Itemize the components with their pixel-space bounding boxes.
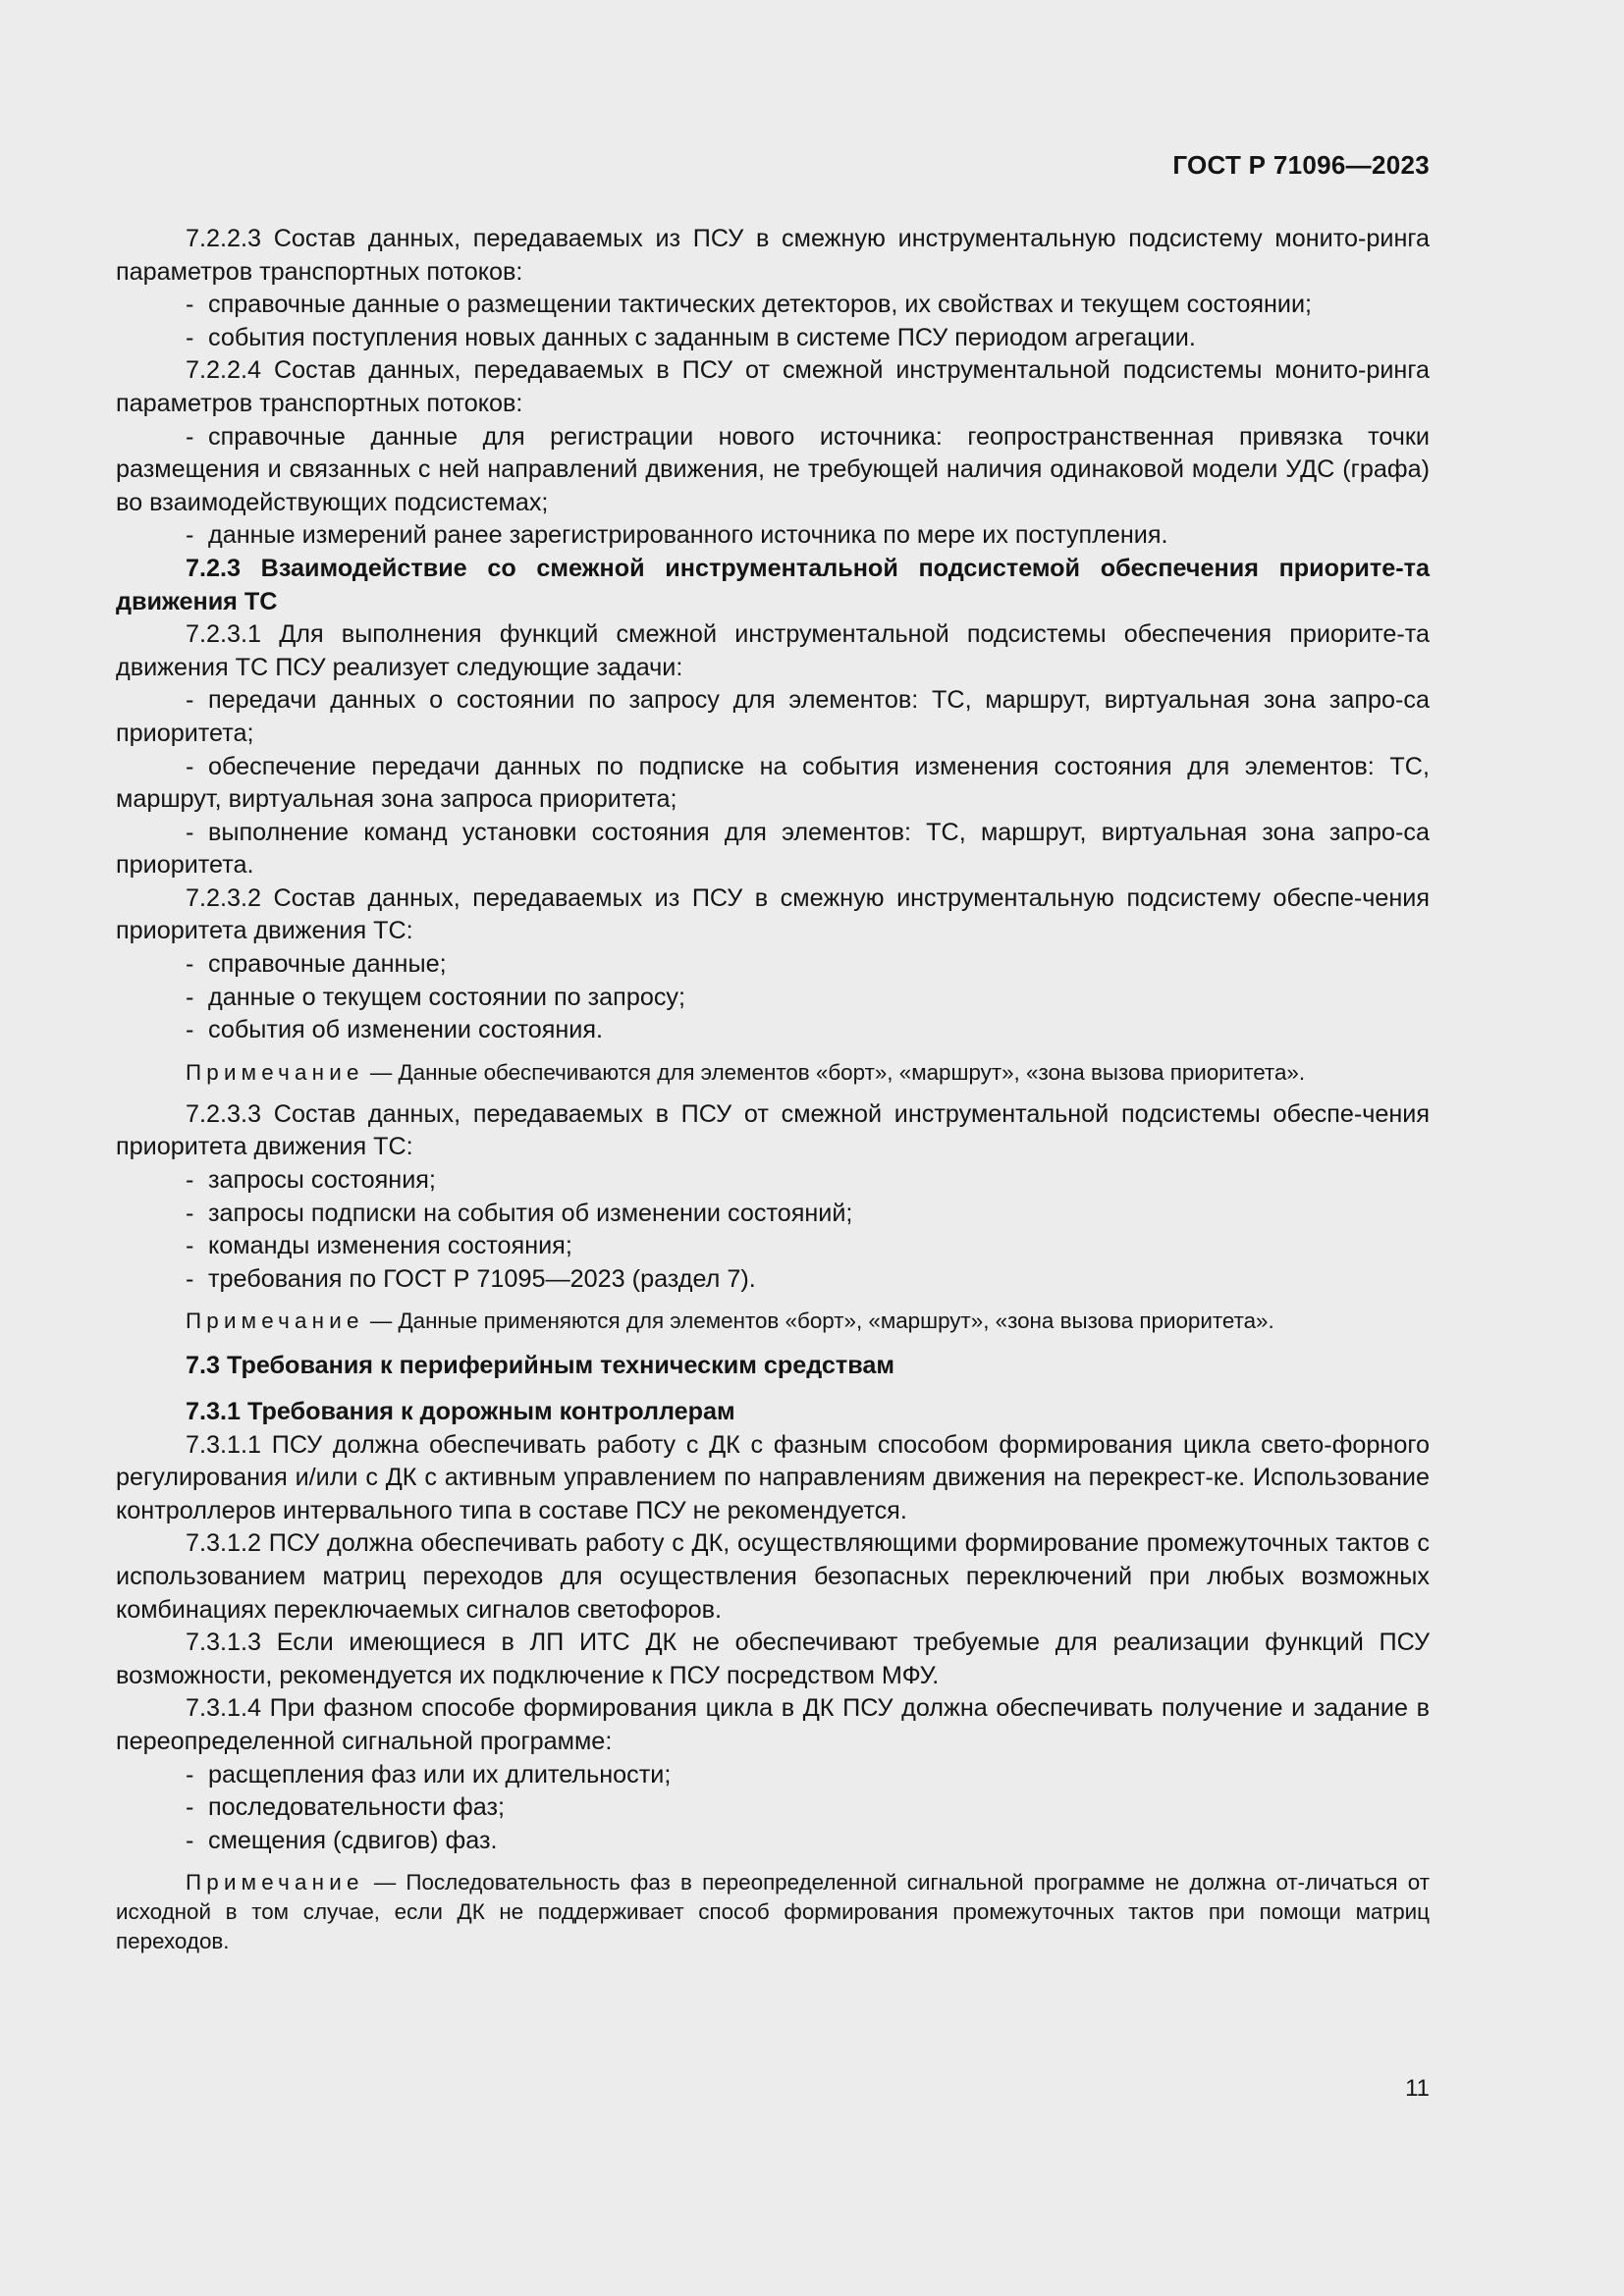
list-dash: - bbox=[186, 1016, 194, 1044]
list-dash: - bbox=[186, 1793, 194, 1822]
list-item-text: справочные данные для регистрации нового источника: геопространственная привязка точки размещения и связанных с ней направлений движения, не требующей наличия одинаковой модели УДС (графа) во взаимодействующих подсистемах; bbox=[116, 422, 1430, 516]
list-item-text: справочные данные; bbox=[208, 950, 447, 979]
note-label: Примечание bbox=[186, 1870, 364, 1896]
note-text: — Последовательность фаз в переопределенной сигнальной программе не должна от-личаться от исходной в том случае, если ДК не поддерживает способ формирования промежуточных тактов при помощи матриц переходов. bbox=[116, 1870, 1430, 1954]
note bbox=[116, 1868, 1430, 1956]
list-item-text: запросы подписки на события об изменении состояний; bbox=[208, 1199, 853, 1227]
note bbox=[116, 1307, 1430, 1336]
document-header: ГОСТ Р 71096—2023 bbox=[1172, 150, 1430, 180]
list-item-text: обеспечение передачи данных по подписке на события изменения состояния для элементов: ТС, маршрут, виртуальная зона запроса приоритета; bbox=[116, 752, 1430, 814]
list-dash: - bbox=[186, 1199, 194, 1227]
section-heading: 7.3 Требования к периферийным техническим средствам bbox=[186, 1352, 895, 1380]
list-dash: - bbox=[186, 1264, 194, 1293]
list-item-text: команды изменения состояния; bbox=[208, 1232, 572, 1260]
list-item-text: передачи данных о состоянии по запросу для элементов: ТС, маршрут, виртуальная зона запро-са приоритета; bbox=[116, 686, 1430, 747]
list-dash: - bbox=[186, 1826, 194, 1854]
list-item-text: запросы состояния; bbox=[208, 1166, 436, 1195]
paragraph: 7.2.2.4 Состав данных, передаваемых в ПСУ от смежной инструментальной подсистемы монито-ринга параметров транспортных потоков: bbox=[116, 356, 1430, 417]
list-item bbox=[116, 751, 1430, 817]
page-number: 11 bbox=[1405, 2075, 1430, 2102]
document-body bbox=[116, 223, 1430, 1956]
list-item bbox=[116, 1230, 1430, 1263]
list-item-text: события поступления новых данных с заданным в системе ПСУ периодом агрегации. bbox=[208, 323, 1196, 351]
list-dash: - bbox=[186, 1760, 194, 1789]
list-item bbox=[116, 322, 1430, 355]
list-item-text: требования по ГОСТ Р 71095—2023 (раздел 7). bbox=[208, 1264, 756, 1293]
list-dash: - bbox=[186, 422, 194, 451]
list-dash: - bbox=[186, 752, 194, 780]
list-dash: - bbox=[186, 323, 194, 351]
paragraph: 7.3.1.4 При фазном способе формирования цикла в ДК ПСУ должна обеспечивать получение и задание в переопределенной сигнальной программе: bbox=[116, 1694, 1430, 1755]
list-dash: - bbox=[186, 1232, 194, 1260]
list-item bbox=[116, 1759, 1430, 1792]
list-item bbox=[116, 1263, 1430, 1297]
list-dash: - bbox=[186, 686, 194, 715]
note-label: Примечание bbox=[186, 1059, 364, 1085]
list-item-text: расщепления фаз или их длительности; bbox=[208, 1760, 672, 1789]
list-item-text: данные о текущем состоянии по запросу; bbox=[208, 983, 686, 1011]
paragraph: 7.3.1.1 ПСУ должна обеспечивать работу с ДК с фазным способом формирования цикла свето-форного регулирования и/или с ДК с активным управлением по направлениям движения на перекрест-ке. Использование контроллеров интервального типа в составе ПСУ не рекомендуется. bbox=[116, 1430, 1430, 1524]
list-dash: - bbox=[186, 291, 194, 319]
list-item bbox=[116, 1164, 1430, 1198]
list-dash: - bbox=[186, 521, 194, 550]
list-item bbox=[116, 289, 1430, 322]
list-item-text: смещения (сдвигов) фаз. bbox=[208, 1826, 498, 1854]
list-dash: - bbox=[186, 818, 194, 846]
note-text: — Данные обеспечиваются для элементов «борт», «маршрут», «зона вызова приоритета». bbox=[369, 1059, 1306, 1085]
list-item-text: данные измерений ранее зарегистрированного источника по мере их поступления. bbox=[208, 521, 1168, 550]
paragraph: 7.3.1.2 ПСУ должна обеспечивать работу с ДК, осуществляющими формирование промежуточных тактов с использованием матриц переходов для осуществления безопасных переключений при любых возможных комбинациях переключаемых сигналов светофоров. bbox=[116, 1529, 1430, 1624]
paragraph: 7.2.3.3 Состав данных, передаваемых в ПСУ от смежной инструментальной подсистемы обеспе-чения приоритета движения ТС: bbox=[116, 1099, 1430, 1161]
list-item bbox=[116, 1791, 1430, 1825]
note bbox=[116, 1058, 1430, 1088]
list-item bbox=[116, 1014, 1430, 1047]
note-text: — Данные применяются для элементов «борт», «маршрут», «зона вызова приоритета». bbox=[369, 1308, 1274, 1334]
list-item bbox=[116, 1825, 1430, 1858]
list-dash: - bbox=[186, 950, 194, 979]
list-item bbox=[116, 1198, 1430, 1231]
paragraph: 7.2.3.1 Для выполнения функций смежной инструментальной подсистемы обеспечения приорите-та движения ТС ПСУ реализует следующие задачи: bbox=[116, 620, 1430, 681]
list-dash: - bbox=[186, 1166, 194, 1195]
list-item bbox=[116, 948, 1430, 982]
list-item-text: выполнение команд установки состояния для элементов: ТС, маршрут, виртуальная зона запро-са приоритета. bbox=[116, 818, 1430, 880]
section-heading: 7.3.1 Требования к дорожным контроллерам bbox=[186, 1398, 735, 1425]
list-item bbox=[116, 421, 1430, 520]
list-item-text: последовательности фаз; bbox=[208, 1793, 506, 1822]
list-item bbox=[116, 519, 1430, 553]
paragraph: 7.2.2.3 Состав данных, передаваемых из ПСУ в смежную инструментальную подсистему монито-ринга параметров транспортных потоков: bbox=[116, 225, 1430, 286]
list-item-text: события об изменении состояния. bbox=[208, 1016, 603, 1044]
paragraph: 7.3.1.3 Если имеющиеся в ЛП ИТС ДК не обеспечивают требуемые для реализации функций ПСУ возможности, рекомендуется их подключение к ПСУ посредством МФУ. bbox=[116, 1629, 1430, 1689]
note-label: Примечание bbox=[186, 1308, 364, 1334]
subsection-heading: 7.2.3 Взаимодействие со смежной инструментальной подсистемой обеспечения приорите-та движения ТС bbox=[116, 554, 1430, 615]
list-item bbox=[116, 817, 1430, 882]
paragraph: 7.2.3.2 Состав данных, передаваемых из ПСУ в смежную инструментальную подсистему обеспе-чения приоритета движения ТС: bbox=[116, 883, 1430, 945]
list-item bbox=[116, 982, 1430, 1015]
list-item bbox=[116, 684, 1430, 750]
list-dash: - bbox=[186, 983, 194, 1011]
list-item-text: справочные данные о размещении тактических детекторов, их свойствах и текущем состоянии; bbox=[208, 291, 1313, 319]
document-page bbox=[116, 0, 1430, 2296]
